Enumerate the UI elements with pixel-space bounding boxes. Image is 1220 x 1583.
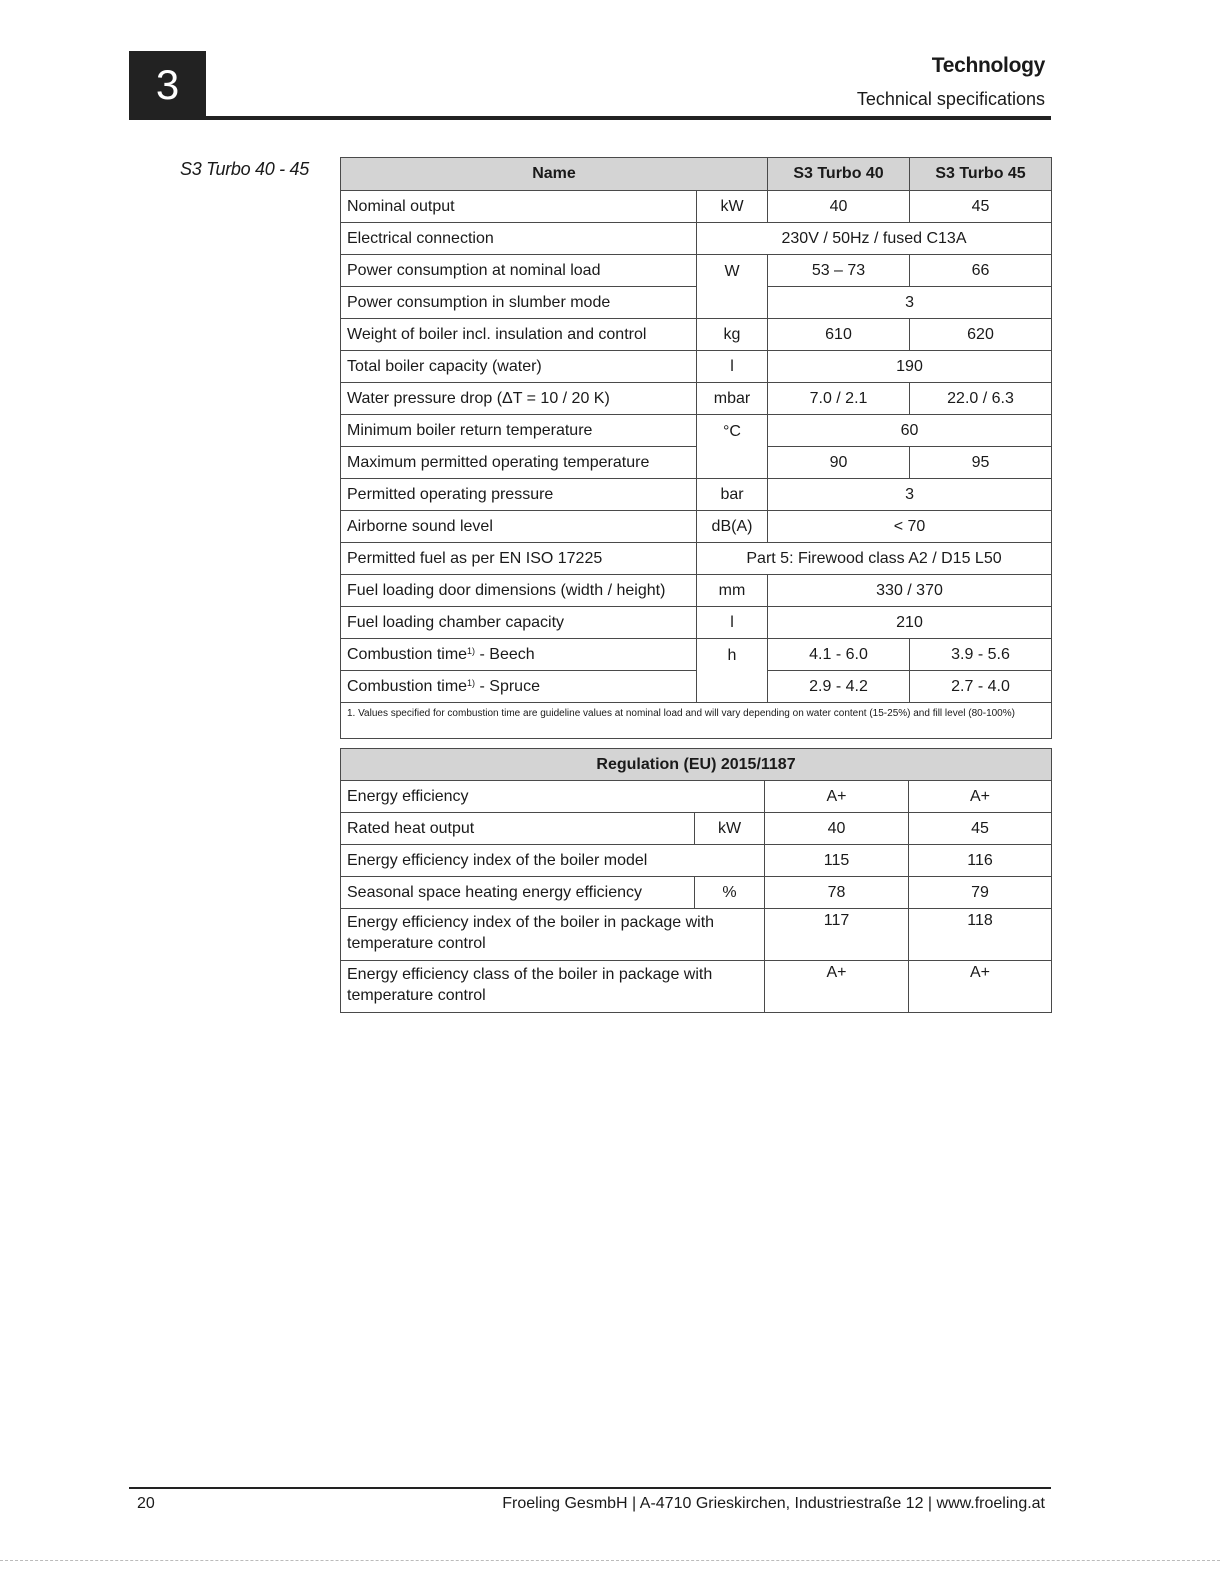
row-label: Water pressure drop (ΔT = 10 / 20 K) bbox=[341, 383, 697, 415]
row-label: Energy efficiency index of the boiler in package with temperature control bbox=[341, 909, 765, 961]
value-shared: 210 bbox=[768, 607, 1052, 639]
value-45: 45 bbox=[910, 191, 1052, 223]
value-40: 53 – 73 bbox=[768, 255, 910, 287]
value-45: A+ bbox=[909, 781, 1052, 813]
table-row bbox=[341, 639, 1052, 671]
value-45: 95 bbox=[910, 447, 1052, 479]
footnote: 1. Values specified for combustion time are guideline values at nominal load and will vary depending on water content (15-25%) and fill level (80-100%) bbox=[341, 703, 1052, 739]
row-label bbox=[341, 639, 697, 671]
row-label: Fuel loading chamber capacity bbox=[341, 607, 697, 639]
row-label: Nominal output bbox=[341, 191, 697, 223]
row-label: Power consumption in slumber mode bbox=[341, 287, 697, 319]
table-row bbox=[341, 479, 1052, 511]
value-shared: 60 bbox=[768, 415, 1052, 447]
row-label: Energy efficiency index of the boiler model bbox=[341, 845, 765, 877]
unit-cell: l bbox=[697, 351, 768, 383]
table-row bbox=[341, 191, 1052, 223]
value-45: 3.9 - 5.6 bbox=[910, 639, 1052, 671]
table-row bbox=[341, 287, 1052, 319]
unit-cell: mm bbox=[697, 575, 768, 607]
unit-cell: W bbox=[697, 255, 768, 319]
unit-cell: dB(A) bbox=[697, 511, 768, 543]
row-label: Fuel loading door dimensions (width / height) bbox=[341, 575, 697, 607]
regulation-title: Regulation (EU) 2015/1187 bbox=[341, 749, 1052, 781]
table-header-row bbox=[341, 749, 1052, 781]
unit-cell: °C bbox=[697, 415, 768, 479]
footnote-ref: 1) bbox=[467, 645, 476, 656]
table-row bbox=[341, 877, 1052, 909]
header-name: Name bbox=[341, 158, 768, 191]
row-label: Rated heat output bbox=[341, 813, 695, 845]
page-number: 20 bbox=[137, 1495, 155, 1512]
value-40: A+ bbox=[765, 781, 909, 813]
value-40: A+ bbox=[765, 961, 909, 1013]
table-header-row bbox=[341, 158, 1052, 191]
table-row bbox=[341, 319, 1052, 351]
unit-cell: h bbox=[697, 639, 768, 703]
table-row bbox=[341, 383, 1052, 415]
row-label: Electrical connection bbox=[341, 223, 697, 255]
table-row bbox=[341, 575, 1052, 607]
unit-cell: kg bbox=[697, 319, 768, 351]
table-row bbox=[341, 351, 1052, 383]
regulation-table bbox=[340, 748, 1052, 1013]
table-row bbox=[341, 909, 1052, 961]
table-row bbox=[341, 813, 1052, 845]
unit-cell: l bbox=[697, 607, 768, 639]
value-45: A+ bbox=[909, 961, 1052, 1013]
value-shared: Part 5: Firewood class A2 / D15 L50 bbox=[697, 543, 1052, 575]
section-label: S3 Turbo 40 - 45 bbox=[180, 159, 309, 179]
row-label: Permitted fuel as per EN ISO 17225 bbox=[341, 543, 697, 575]
value-40: 90 bbox=[768, 447, 910, 479]
value-shared: 3 bbox=[768, 287, 1052, 319]
table-row bbox=[341, 511, 1052, 543]
row-label: Energy efficiency class of the boiler in package with temperature control bbox=[341, 961, 765, 1013]
value-40: 4.1 - 6.0 bbox=[768, 639, 910, 671]
technical-specifications-table bbox=[340, 157, 1052, 739]
row-label bbox=[341, 671, 697, 703]
value-45: 118 bbox=[909, 909, 1052, 961]
table-row bbox=[341, 781, 1052, 813]
row-label: Seasonal space heating energy efficiency bbox=[341, 877, 695, 909]
page-subtitle: Technical specifications bbox=[856, 89, 1045, 109]
chapter-number-box bbox=[129, 51, 206, 119]
header-divider bbox=[129, 116, 1051, 120]
row-label: Weight of boiler incl. insulation and control bbox=[341, 319, 697, 351]
row-label: Maximum permitted operating temperature bbox=[341, 447, 697, 479]
value-45: 2.7 - 4.0 bbox=[910, 671, 1052, 703]
value-shared: 3 bbox=[768, 479, 1052, 511]
row-label-suffix: - Spruce bbox=[475, 677, 540, 695]
row-label-text: Combustion time bbox=[347, 645, 468, 663]
unit-cell: kW bbox=[695, 813, 765, 845]
table-row bbox=[341, 671, 1052, 703]
value-45: 116 bbox=[909, 845, 1052, 877]
footer-divider bbox=[129, 1487, 1051, 1489]
table-row bbox=[341, 447, 1052, 479]
table-row bbox=[341, 415, 1052, 447]
page-title: Technology bbox=[931, 54, 1045, 77]
value-shared: 190 bbox=[768, 351, 1052, 383]
page-edge-line bbox=[0, 1560, 1220, 1561]
unit-cell: % bbox=[695, 877, 765, 909]
header-s3-turbo-40: S3 Turbo 40 bbox=[768, 158, 910, 191]
table-row bbox=[341, 961, 1052, 1013]
unit-cell: kW bbox=[697, 191, 768, 223]
table-row bbox=[341, 543, 1052, 575]
value-shared: 330 / 370 bbox=[768, 575, 1052, 607]
value-40: 2.9 - 4.2 bbox=[768, 671, 910, 703]
row-label: Minimum boiler return temperature bbox=[341, 415, 697, 447]
footnote-row bbox=[341, 703, 1052, 739]
value-40: 78 bbox=[765, 877, 909, 909]
value-40: 40 bbox=[768, 191, 910, 223]
footnote-ref: 1) bbox=[467, 677, 476, 688]
footer-address: Froeling GesmbH | A-4710 Grieskirchen, Industriestraße 12 | www.froeling.at bbox=[502, 1495, 1045, 1512]
header-s3-turbo-45: S3 Turbo 45 bbox=[910, 158, 1052, 191]
value-40: 40 bbox=[765, 813, 909, 845]
row-label: Power consumption at nominal load bbox=[341, 255, 697, 287]
table-row bbox=[341, 607, 1052, 639]
row-label-text: Combustion time bbox=[347, 677, 468, 695]
value-45: 79 bbox=[909, 877, 1052, 909]
value-40: 7.0 / 2.1 bbox=[768, 383, 910, 415]
value-shared: < 70 bbox=[768, 511, 1052, 543]
table-row bbox=[341, 255, 1052, 287]
table-row bbox=[341, 223, 1052, 255]
row-label: Total boiler capacity (water) bbox=[341, 351, 697, 383]
value-40: 117 bbox=[765, 909, 909, 961]
value-45: 66 bbox=[910, 255, 1052, 287]
value-45: 620 bbox=[910, 319, 1052, 351]
row-label: Energy efficiency bbox=[341, 781, 765, 813]
value-45: 22.0 / 6.3 bbox=[910, 383, 1052, 415]
row-label-suffix: - Beech bbox=[475, 645, 535, 663]
row-label: Airborne sound level bbox=[341, 511, 697, 543]
table-row bbox=[341, 845, 1052, 877]
unit-cell: bar bbox=[697, 479, 768, 511]
value-40: 115 bbox=[765, 845, 909, 877]
unit-cell: mbar bbox=[697, 383, 768, 415]
value-45: 45 bbox=[909, 813, 1052, 845]
value-40: 610 bbox=[768, 319, 910, 351]
row-label: Permitted operating pressure bbox=[341, 479, 697, 511]
value-shared: 230V / 50Hz / fused C13A bbox=[697, 223, 1052, 255]
chapter-number: 3 bbox=[155, 61, 180, 108]
